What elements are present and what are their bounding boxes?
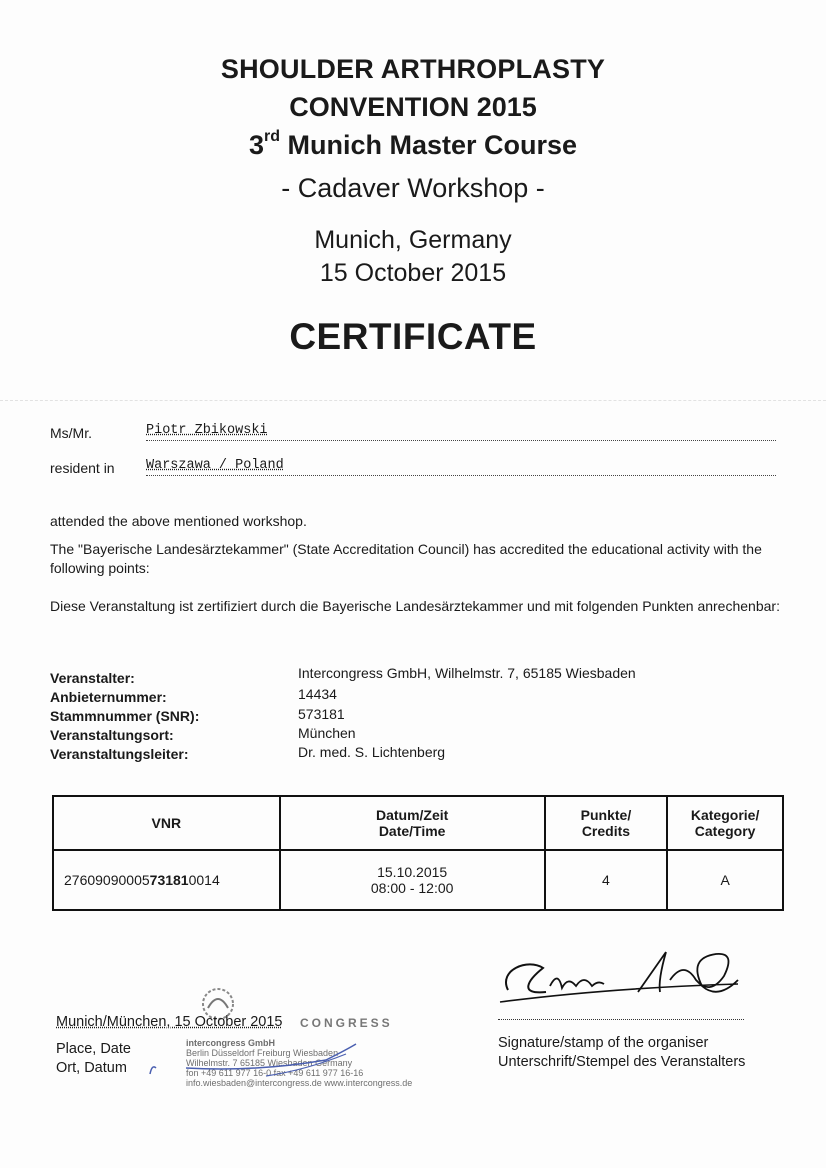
stamp-brand: CONGRESS <box>300 1016 393 1030</box>
detail-label-venue: Veranstaltungsort: <box>50 727 174 743</box>
cell-date <box>280 850 545 910</box>
residence-label: resident in <box>50 460 115 476</box>
name-value: Piotr Zbikowski <box>146 423 268 438</box>
cell-time-value: 08:00 - 12:00 <box>370 880 454 896</box>
certificate-heading: CERTIFICATE <box>289 316 537 357</box>
stamp-scribble-icon <box>146 1040 366 1085</box>
signature-label-en: Signature/stamp of the organiser <box>498 1035 709 1051</box>
title-line-2: CONVENTION 2015 <box>289 92 537 122</box>
credits-table <box>52 795 784 911</box>
detail-label-provider-number: Anbieternummer: <box>50 689 167 705</box>
signature-label-de: Unterschrift/Stempel des Veranstalters <box>498 1054 746 1070</box>
stamp-line: Berlin Düsseldorf Freiburg Wiesbaden <box>186 1048 339 1058</box>
event-date: 15 October 2015 <box>319 259 507 287</box>
header-points-de: Punkte/ <box>580 807 632 823</box>
detail-value-snr: 573181 <box>298 706 345 722</box>
header-date-de: Datum/Zeit <box>375 807 449 823</box>
signature-line <box>498 1019 744 1020</box>
place-label-en: Place, Date <box>56 1041 131 1057</box>
detail-value-venue: München <box>298 725 356 741</box>
title-line-3 <box>0 130 826 161</box>
detail-value-director: Dr. med. S. Lichtenberg <box>298 744 446 760</box>
detail-label-snr: Stammnummer (SNR): <box>50 708 200 724</box>
header-date-en: Date/Time <box>378 823 446 839</box>
header-category-en: Category <box>694 823 756 839</box>
place-date-value: Munich/München, 15 October 2015 <box>56 1014 283 1030</box>
vnr-suffix: 0014 <box>188 872 220 888</box>
header-category <box>667 796 783 850</box>
divider <box>0 400 826 402</box>
residence-value: Warszawa / Poland <box>146 458 284 473</box>
event-location: Munich, Germany <box>314 226 512 254</box>
stamp-line: intercongress GmbH <box>186 1038 276 1048</box>
cell-category: A <box>667 850 783 910</box>
cell-date-value: 15.10.2015 <box>377 864 448 880</box>
detail-value-organizer: Intercongress GmbH, Wilhelmstr. 7, 65185 Wiesbaden <box>298 665 636 681</box>
residence-field <box>146 455 776 476</box>
header-points <box>545 796 668 850</box>
handwritten-signature <box>488 940 778 1025</box>
header-vnr: VNR <box>53 796 280 850</box>
name-label: Ms/Mr. <box>50 425 92 441</box>
course-number-suffix: rd <box>263 128 280 145</box>
cell-points: 4 <box>545 850 668 910</box>
attended-text: attended the above mentioned workshop. <box>50 513 307 529</box>
cell-vnr <box>53 850 280 910</box>
place-date-label <box>56 1040 131 1078</box>
vnr-snr-part: 73181 <box>149 872 189 888</box>
name-field <box>146 420 776 441</box>
stamp-line: fon +49 611 977 16-0 fax +49 611 977 16-16 <box>186 1068 364 1078</box>
signature-label <box>498 1034 745 1072</box>
accreditation-text: The "Bayerische Landesärztekammer" (State Accreditation Council) has accredited the educational activity with the following points: <box>50 541 762 576</box>
german-accreditation-text: Diese Veranstaltung ist zertifiziert durch die Bayerische Landesärztekammer und mit folgenden Punkten anrechenbar: <box>50 598 780 614</box>
stamp-line: Wilhelmstr. 7 65185 Wiesbaden Germany <box>186 1058 353 1068</box>
detail-value-provider-number: 14434 <box>298 686 337 702</box>
stamp-line: info.wiesbaden@intercongress.de www.intercongress.de <box>186 1078 413 1088</box>
header-points-en: Credits <box>581 823 631 839</box>
place-label-de: Ort, Datum <box>56 1060 127 1076</box>
title-line-1: SHOULDER ARTHROPLASTY <box>220 54 606 84</box>
workshop-title: - Cadaver Workshop - <box>281 173 545 203</box>
detail-label-director: Veranstaltungsleiter: <box>50 746 189 762</box>
vnr-prefix: 27609090005 <box>64 872 150 888</box>
table-header-row <box>53 796 783 850</box>
detail-label-organizer: Veranstalter: <box>50 670 135 686</box>
course-number: 3 <box>248 130 264 160</box>
header-category-de: Kategorie/ <box>690 807 760 823</box>
table-row <box>53 850 783 910</box>
course-name: Munich Master Course <box>279 130 578 160</box>
header-date <box>280 796 545 850</box>
